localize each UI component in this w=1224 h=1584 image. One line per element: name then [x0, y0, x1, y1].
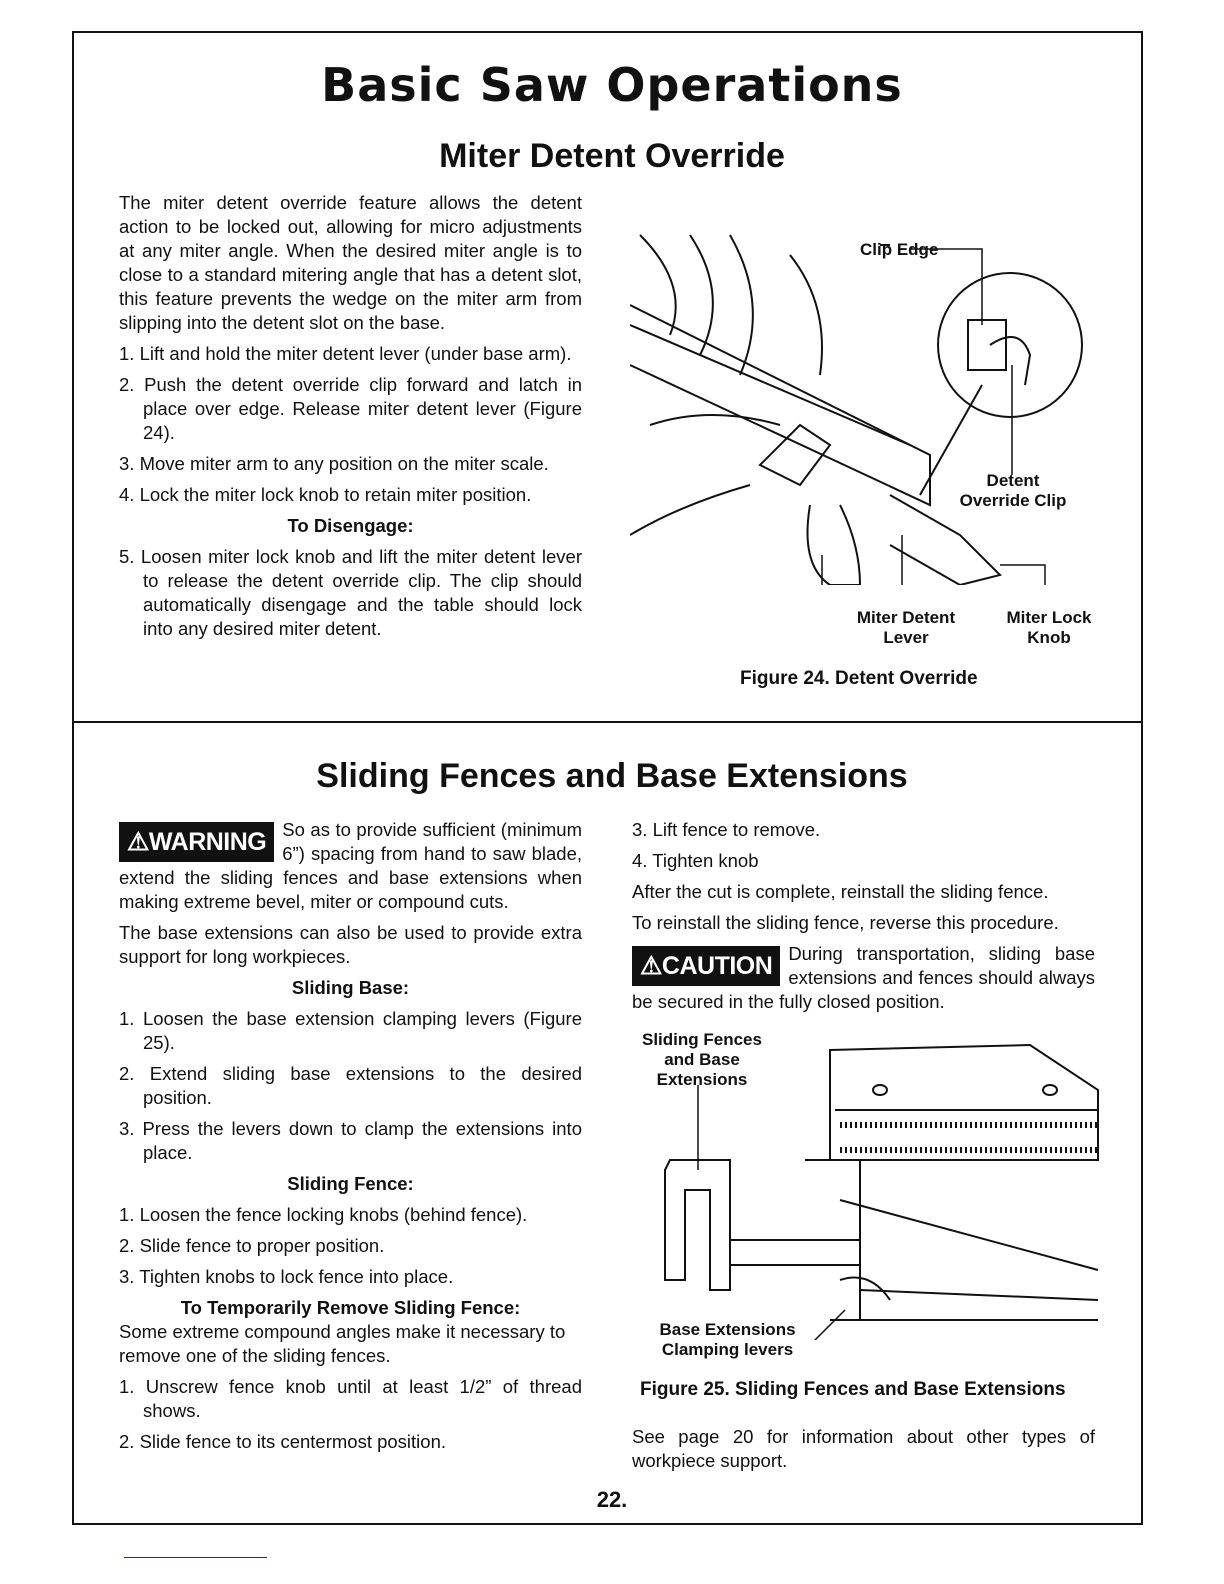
step: 3. Lift fence to remove.: [632, 819, 821, 840]
step: 5. Loosen miter lock knob and lift the miter detent lever to release the detent override clip. The clip should automatically disengage and the table should lock into any desired miter detent.: [119, 546, 582, 639]
step: 1. Loosen the base extension clamping levers (Figure 25).: [119, 1008, 582, 1053]
section-heading-sliding: Sliding Fences and Base Extensions: [316, 757, 908, 795]
subheading: To Temporarily Remove Sliding Fence:: [180, 1297, 521, 1318]
label-detent-override-clip: Detent Override Clip: [959, 471, 1067, 510]
warning-badge: ⚠WARNING: [119, 822, 274, 862]
paragraph: Some extreme compound angles make it necessary to remove one of the sliding fences.: [119, 1321, 566, 1366]
section-divider: [72, 721, 1141, 723]
caution-text: During transportation, sliding base extensions and fences should always be secured in the fully closed position.: [632, 943, 1095, 1012]
step: 2. Push the detent override clip forward and latch in place over edge. Release miter detent lever (Figure 24).: [119, 374, 582, 443]
label-clip-edge: Clip Edge: [860, 240, 939, 259]
subheading: Sliding Base:: [291, 977, 410, 998]
label-clamping-levers: Base Extensions Clamping levers: [659, 1320, 796, 1359]
step: 2. Extend sliding base extensions to the desired position.: [119, 1063, 582, 1108]
figure-24-caption: Figure 24. Detent Override: [740, 668, 978, 689]
step: 3. Press the levers down to clamp the extensions into place.: [119, 1118, 582, 1163]
page-number: 22.: [596, 1487, 628, 1512]
step: 1. Loosen the fence locking knobs (behind fence).: [119, 1204, 528, 1225]
step: 4. Lock the miter lock knob to retain miter position.: [119, 484, 532, 505]
step: 2. Slide fence to its centermost position.: [119, 1431, 447, 1452]
subheading: To Disengage:: [287, 515, 414, 536]
label-miter-detent-lever: Miter Detent Lever: [856, 608, 956, 647]
step: 4. Tighten knob: [632, 850, 759, 871]
caution-badge: ⚠CAUTION: [632, 946, 780, 986]
warning-text: So as to provide sufficient (minimum 6”) spacing from hand to saw blade, extend the sliding fences and base extensions when making extreme bevel, miter or compound cuts.: [119, 819, 582, 912]
step: 1. Unscrew fence knob until at least 1/2” of thread shows.: [119, 1376, 582, 1421]
figure-24-illustration: [630, 225, 1100, 585]
subheading: Sliding Fence:: [287, 1173, 414, 1194]
label-sliding-fences: Sliding Fences and Base Extensions: [642, 1030, 762, 1089]
step: 3. Move miter arm to any position on the miter scale.: [119, 453, 549, 474]
link-underline: [124, 1557, 267, 1558]
step: 3. Tighten knobs to lock fence into place.: [119, 1266, 454, 1287]
miter-text-column: [119, 191, 582, 648]
sliding-right-column: [632, 818, 1095, 1021]
paragraph: After the cut is complete, reinstall the sliding fence.: [632, 881, 1049, 902]
step: 2. Slide fence to proper position.: [119, 1235, 385, 1256]
intro-paragraph: The miter detent override feature allows the detent action to be locked out, allowing for micro adjustments at any miter angle. When the desired miter angle is to close to a standard mitering angle that has a detent slot, this feature prevents the wedge on the miter arm from slipping into the detent slot on the base.: [119, 192, 582, 333]
paragraph: To reinstall the sliding fence, reverse this procedure.: [632, 912, 1059, 933]
paragraph: The base extensions can also be used to provide extra support for long workpieces.: [119, 922, 582, 967]
step: 1. Lift and hold the miter detent lever (under base arm).: [119, 343, 572, 364]
label-miter-lock-knob: Miter Lock Knob: [1006, 608, 1092, 647]
sliding-left-column: [119, 818, 582, 1461]
page-title: Basic Saw Operations: [321, 58, 903, 112]
see-page-note: See page 20 for information about other types of workpiece support.: [632, 1426, 1095, 1471]
section-heading-miter: Miter Detent Override: [439, 137, 785, 175]
figure-25-caption: Figure 25. Sliding Fences and Base Extensions: [640, 1379, 1066, 1400]
